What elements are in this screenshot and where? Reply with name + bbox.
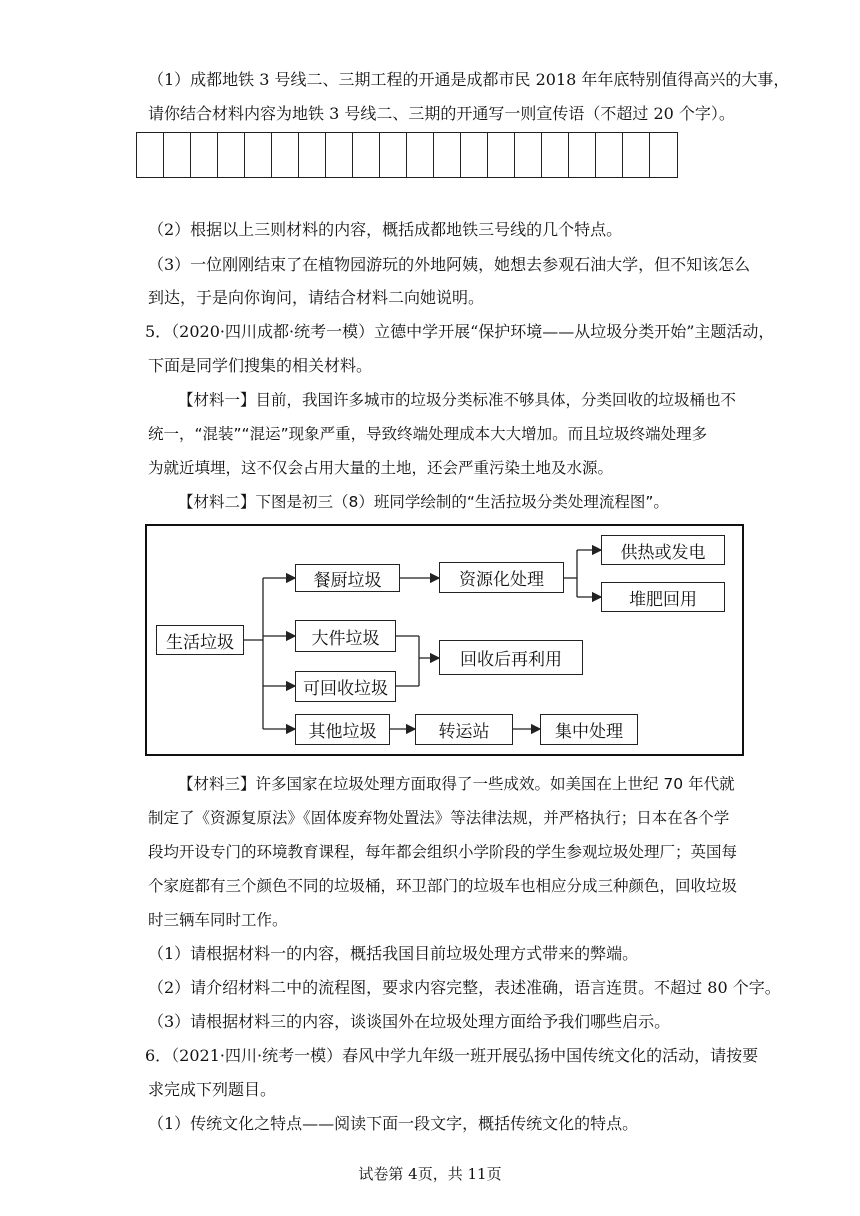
material2-line1: 【材料二】下图是初三（8）班同学绘制的“生活拉圾分类处理流程图”。 (178, 493, 669, 511)
answer-grid-cell[interactable] (515, 133, 542, 177)
q6-sub1: （1）传统文化之特点——阅读下面一段文字，概括传统文化的特点。 (148, 1114, 639, 1133)
answer-grid-cell[interactable] (245, 133, 272, 177)
material3-line3: 段均开设专门的环境教育课程，每年都会组织小学阶段的学生参观垃圾处理厂；英国每 (148, 843, 738, 861)
material3-line4: 个家庭都有三个颜色不同的垃圾桶，环卫部门的垃圾车也相应分成三种颜色，回收垃圾 (148, 877, 738, 895)
answer-grid-cell[interactable] (569, 133, 596, 177)
q5-stem-line1: 5．（2020·四川成都·统考一模）立德中学开展“保护环境——从垃圾分类开始”主题活动， (145, 322, 775, 341)
q5-sub2: （2）请介绍材料二中的流程图，要求内容完整，表述准确，语言连贯。不超过 80 个字。 (148, 978, 781, 997)
flow-node-other: 其他垃圾 (295, 714, 390, 745)
flow-node-central: 集中处理 (540, 714, 638, 745)
answer-grid-cell[interactable] (596, 133, 623, 177)
material3-line5: 时三辆车同时工作。 (148, 911, 288, 929)
material1-line1: 【材料一】目前，我国许多城市的垃圾分类标准不够具体，分类回收的垃圾桶也不 (178, 391, 737, 409)
q4-sub1-line2: 请你结合材料内容为地铁 3 号线二、三期的开通写一则宣传语（不超过 20 个字）。 (148, 104, 735, 123)
answer-grid-cell[interactable] (353, 133, 380, 177)
answer-grid-cell[interactable] (542, 133, 569, 177)
q6-stem-line2: 求完成下列题目。 (148, 1080, 277, 1099)
q4-sub1-line1: （1）成都地铁 3 号线二、三期工程的开通是成都市民 2018 年年底特别值得高兴的大事， (148, 70, 790, 89)
flow-node-root: 生活垃圾 (156, 625, 244, 655)
flow-node-kitchen: 餐厨垃圾 (295, 564, 400, 592)
answer-grid-cell[interactable] (623, 133, 650, 177)
answer-grid-cell[interactable] (650, 133, 677, 177)
answer-grid-cell[interactable] (137, 133, 164, 177)
answer-grid-cell[interactable] (272, 133, 299, 177)
material1-line2: 统一，“混装”“混运”现象严重，导致终端处理成本大大增加。而且垃圾终端处理多 (148, 425, 708, 443)
q5-stem-line2: 下面是同学们搜集的相关材料。 (148, 356, 373, 375)
answer-grid[interactable] (136, 132, 678, 178)
page-footer: 试卷第 4页，共 11页 (358, 1165, 502, 1183)
material3-line1: 【材料三】许多国家在垃圾处理方面取得了一些成效。如美国在上世纪 70 年代就 (178, 775, 735, 793)
q4-sub3-line1: （3）一位刚刚结束了在植物园游玩的外地阿姨，她想去参观石油大学，但不知该怎么 (148, 255, 751, 274)
answer-grid-cell[interactable] (380, 133, 407, 177)
answer-grid-cell[interactable] (218, 133, 245, 177)
flow-node-compost: 堆肥回用 (601, 582, 725, 612)
answer-grid-cell[interactable] (461, 133, 488, 177)
q4-sub2: （2）根据以上三则材料的内容，概括成都地铁三号线的几个特点。 (148, 220, 623, 239)
answer-grid-cell[interactable] (299, 133, 326, 177)
flow-chart (145, 524, 744, 756)
flow-node-recyclable: 可回收垃圾 (295, 671, 396, 702)
answer-grid-cell[interactable] (488, 133, 515, 177)
material1-line3: 为就近填埋，这不仅会占用大量的土地，还会严重污染土地及水源。 (148, 459, 614, 477)
flow-node-heat: 供热或发电 (601, 535, 725, 565)
flow-node-bulky: 大件垃圾 (295, 620, 396, 652)
q6-stem-line1: 6．（2021·四川·统考一模）春风中学九年级一班开展弘扬中国传统文化的活动，请按要 (145, 1046, 759, 1065)
q5-sub1: （1）请根据材料一的内容，概括我国目前垃圾处理方式带来的弊端。 (148, 944, 639, 963)
q5-sub3: （3）请根据材料三的内容，谈谈国外在垃圾处理方面给予我们哪些启示。 (148, 1012, 671, 1031)
answer-grid-cell[interactable] (434, 133, 461, 177)
answer-grid-cell[interactable] (326, 133, 353, 177)
material3-line2: 制定了《资源复原法》《固体废弃物处置法》等法律法规，并严格执行；日本在各个学 (148, 809, 730, 827)
answer-grid-cell[interactable] (191, 133, 218, 177)
flow-node-reuse: 回收后再利用 (439, 640, 583, 675)
answer-grid-cell[interactable] (164, 133, 191, 177)
q4-sub3-line2: 到达，于是向你询问，请结合材料二向她说明。 (148, 288, 485, 307)
answer-grid-cell[interactable] (407, 133, 434, 177)
flow-node-resource: 资源化处理 (439, 562, 564, 593)
flow-node-transfer: 转运站 (415, 714, 513, 745)
